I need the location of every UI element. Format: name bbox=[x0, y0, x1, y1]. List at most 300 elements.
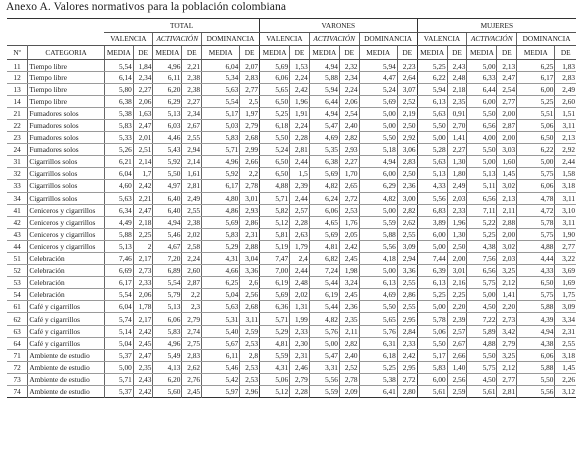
column-header-de: DE bbox=[397, 46, 417, 60]
table-row bbox=[7, 228, 576, 240]
cell-de: 2,00 bbox=[497, 132, 517, 144]
cell-media: 5,47 bbox=[309, 119, 339, 131]
row-category: Cigarrillos solos bbox=[28, 180, 104, 192]
cell-de: 2,00 bbox=[447, 253, 467, 265]
cell-media: 4,72 bbox=[517, 204, 555, 216]
cell-de: 2,49 bbox=[447, 180, 467, 192]
cell-de: 2,20 bbox=[447, 301, 467, 313]
row-category: Fumadores solos bbox=[28, 107, 104, 119]
cell-media: 5,13 bbox=[417, 168, 447, 180]
cell-media: 5,63 bbox=[417, 156, 447, 168]
cell-media: 6,13 bbox=[417, 277, 447, 289]
cell-media: 5,69 bbox=[202, 216, 240, 228]
cell-de: 2,31 bbox=[290, 349, 310, 361]
cell-de: 3,18 bbox=[555, 180, 576, 192]
cell-media: 6,11 bbox=[153, 71, 182, 83]
column-header-media: MEDIA bbox=[260, 46, 290, 60]
cell-de: 2,43 bbox=[133, 373, 153, 385]
cell-media: 5,92 bbox=[202, 168, 240, 180]
cell-de: 1,96 bbox=[447, 216, 467, 228]
cell-de: 2,31 bbox=[555, 325, 576, 337]
cell-de: 2,11 bbox=[339, 325, 359, 337]
row-category: Tiempo libre bbox=[28, 71, 104, 83]
cell-media: 5,42 bbox=[202, 373, 240, 385]
cell-media: 5,00 bbox=[417, 132, 447, 144]
cell-media: 5,00 bbox=[359, 119, 397, 131]
cell-media: 5,00 bbox=[359, 107, 397, 119]
cell-de: 2,83 bbox=[397, 156, 417, 168]
cell-de: 2,55 bbox=[555, 337, 576, 349]
cell-de: 2,55 bbox=[397, 277, 417, 289]
cell-de: 1,53 bbox=[290, 59, 310, 71]
table-row bbox=[7, 313, 576, 325]
cell-media: 6,50 bbox=[260, 95, 290, 107]
cell-de: 3,06 bbox=[397, 144, 417, 156]
cell-de: 2,48 bbox=[447, 71, 467, 83]
cell-media: 5,17 bbox=[417, 349, 447, 361]
cell-media: 5,88 bbox=[517, 361, 555, 373]
table-row bbox=[7, 349, 576, 361]
cell-de: 3,18 bbox=[555, 349, 576, 361]
row-number: 61 bbox=[7, 301, 28, 313]
cell-de: 2,54 bbox=[497, 83, 517, 95]
cell-media: 5,18 bbox=[359, 144, 397, 156]
cell-media: 5,69 bbox=[260, 289, 290, 301]
table-row bbox=[7, 192, 576, 204]
cell-media: 5,50 bbox=[359, 132, 397, 144]
cell-media: 7,44 bbox=[417, 253, 447, 265]
cell-media: 5,51 bbox=[517, 107, 555, 119]
cell-de: 2,20 bbox=[497, 301, 517, 313]
cell-media: 5,12 bbox=[260, 216, 290, 228]
cell-de: 2,11 bbox=[497, 204, 517, 216]
cell-de: 2,44 bbox=[290, 192, 310, 204]
cell-de: 2,50 bbox=[397, 168, 417, 180]
cell-media: 6,06 bbox=[260, 71, 290, 83]
row-number: 64 bbox=[7, 337, 28, 349]
row-category: Fumadores solos bbox=[28, 119, 104, 131]
cell-de: 2,40 bbox=[339, 119, 359, 131]
row-number: 63 bbox=[7, 325, 28, 337]
cell-de: 1,96 bbox=[290, 95, 310, 107]
cell-media: 5,24 bbox=[260, 144, 290, 156]
table-row bbox=[7, 216, 576, 228]
cell-media: 6,38 bbox=[309, 156, 339, 168]
cell-media: 4,94 bbox=[359, 156, 397, 168]
cell-de: 2,16 bbox=[447, 277, 467, 289]
cell-de: 2,65 bbox=[339, 180, 359, 192]
cell-de: 2,60 bbox=[182, 265, 202, 277]
cell-media: 5,71 bbox=[104, 373, 133, 385]
row-category: Ceniceros y cigarrillos bbox=[28, 204, 104, 216]
cell-de: 2,06 bbox=[339, 95, 359, 107]
cell-media: 5,13 bbox=[467, 168, 497, 180]
cell-media: 5,83 bbox=[153, 325, 182, 337]
cell-de: 1,97 bbox=[240, 107, 260, 119]
cell-media: 6,41 bbox=[359, 386, 397, 398]
cell-de: 2,33 bbox=[133, 277, 153, 289]
cell-media: 5,50 bbox=[467, 144, 497, 156]
cell-media: 6,03 bbox=[153, 119, 182, 131]
cell-media: 6,06 bbox=[517, 349, 555, 361]
cell-media: 5,33 bbox=[104, 132, 133, 144]
cell-de: 2,44 bbox=[290, 156, 310, 168]
cell-de: 2,45 bbox=[339, 289, 359, 301]
table-row bbox=[7, 361, 576, 373]
cell-de: 2,27 bbox=[339, 156, 359, 168]
cell-media: 5,47 bbox=[309, 349, 339, 361]
cell-de: 2,59 bbox=[240, 325, 260, 337]
cell-de: 1,76 bbox=[339, 216, 359, 228]
cell-de: 3,02 bbox=[497, 240, 517, 252]
cell-de: 1,5 bbox=[290, 168, 310, 180]
cell-media: 5,74 bbox=[104, 313, 133, 325]
cell-media: 5,63 bbox=[202, 301, 240, 313]
cell-de: 1,99 bbox=[290, 313, 310, 325]
row-category: Fumadores solos bbox=[28, 132, 104, 144]
cell-media: 5,00 bbox=[467, 156, 497, 168]
cell-de: 2,28 bbox=[290, 132, 310, 144]
table-row bbox=[7, 71, 576, 83]
cell-media: 6,56 bbox=[467, 265, 497, 277]
table-row bbox=[7, 83, 576, 95]
cell-media: 6,44 bbox=[309, 95, 339, 107]
row-category: Ambiente de estudio bbox=[28, 386, 104, 398]
cell-de: 2,55 bbox=[397, 228, 417, 240]
row-category: Tiempo libre bbox=[28, 59, 104, 71]
cell-media: 4,31 bbox=[202, 253, 240, 265]
table-row bbox=[7, 119, 576, 131]
row-category: Ambiente de estudio bbox=[28, 349, 104, 361]
cell-media: 5,50 bbox=[467, 349, 497, 361]
row-number: 21 bbox=[7, 107, 28, 119]
table-row bbox=[7, 386, 576, 398]
cell-de: 2,4 bbox=[290, 253, 310, 265]
cell-de: 2,17 bbox=[133, 313, 153, 325]
cell-de: 2,77 bbox=[497, 373, 517, 385]
cell-media: 4,94 bbox=[517, 325, 555, 337]
cell-de: 2,79 bbox=[182, 313, 202, 325]
cell-de: 1,69 bbox=[555, 277, 576, 289]
cell-media: 5,13 bbox=[153, 107, 182, 119]
cell-media: 7,47 bbox=[260, 253, 290, 265]
cell-media: 4,00 bbox=[467, 132, 497, 144]
column-header-de: DE bbox=[339, 46, 359, 60]
cell-media: 5,61 bbox=[467, 386, 497, 398]
row-number: 11 bbox=[7, 59, 28, 71]
cell-media: 5,54 bbox=[202, 95, 240, 107]
cell-media: 5,00 bbox=[359, 265, 397, 277]
cell-de: 3,36 bbox=[240, 265, 260, 277]
cell-de: 2,47 bbox=[133, 349, 153, 361]
column-header-media: MEDIA bbox=[202, 46, 240, 60]
cell-media: 3,89 bbox=[417, 216, 447, 228]
cell-de: 2,23 bbox=[397, 59, 417, 71]
cell-media: 5,00 bbox=[417, 301, 447, 313]
cell-de: 3,11 bbox=[555, 119, 576, 131]
cell-de: 1,63 bbox=[133, 107, 153, 119]
cell-de: 2,95 bbox=[397, 313, 417, 325]
cell-de: 3,07 bbox=[397, 83, 417, 95]
cell-de: 2 bbox=[133, 240, 153, 252]
cell-de: 2,35 bbox=[447, 95, 467, 107]
table-row bbox=[7, 144, 576, 156]
cell-media: 5,71 bbox=[260, 313, 290, 325]
column-header-de: DE bbox=[133, 46, 153, 60]
cell-de: 2,27 bbox=[133, 83, 153, 95]
cell-de: 3,09 bbox=[397, 240, 417, 252]
column-header-media: MEDIA bbox=[467, 46, 497, 60]
cell-de: 2,38 bbox=[182, 71, 202, 83]
cell-media: 5,25 bbox=[359, 361, 397, 373]
cell-media: 5,94 bbox=[359, 59, 397, 71]
cell-de: 2,66 bbox=[240, 156, 260, 168]
cell-media: 6,69 bbox=[104, 265, 133, 277]
cell-media: 4,96 bbox=[153, 337, 182, 349]
cell-de: 3,34 bbox=[555, 313, 576, 325]
column-header-media: MEDIA bbox=[417, 46, 447, 60]
cell-de: 2,44 bbox=[290, 265, 310, 277]
cell-media: 5,12 bbox=[260, 386, 290, 398]
cell-de: 2,77 bbox=[555, 240, 576, 252]
cell-de: 2,81 bbox=[497, 386, 517, 398]
cell-de: 2,35 bbox=[133, 361, 153, 373]
cell-de: 3,00 bbox=[397, 192, 417, 204]
cell-media: 5,19 bbox=[260, 240, 290, 252]
cell-media: 5,31 bbox=[202, 313, 240, 325]
cell-media: 5,22 bbox=[467, 216, 497, 228]
cell-media: 5,50 bbox=[359, 301, 397, 313]
cell-media: 6,21 bbox=[104, 156, 133, 168]
cell-media: 5,43 bbox=[153, 144, 182, 156]
cell-de: 2,34 bbox=[133, 71, 153, 83]
cell-media: 4,94 bbox=[309, 107, 339, 119]
column-header-number: Nº bbox=[7, 46, 28, 60]
column-header-de: DE bbox=[290, 46, 310, 60]
cell-media: 5,13 bbox=[153, 301, 182, 313]
cell-media: 5,40 bbox=[202, 325, 240, 337]
cell-media: 4,94 bbox=[153, 216, 182, 228]
row-category: Ambiente de estudio bbox=[28, 373, 104, 385]
cell-media: 6,40 bbox=[153, 192, 182, 204]
cell-media: 6,00 bbox=[467, 95, 497, 107]
table-row bbox=[7, 180, 576, 192]
cell-media: 4,82 bbox=[359, 192, 397, 204]
cell-de: 2,92 bbox=[555, 144, 576, 156]
row-number: 14 bbox=[7, 95, 28, 107]
cell-media: 5,76 bbox=[359, 325, 397, 337]
row-number: 74 bbox=[7, 386, 28, 398]
cell-de: 2,72 bbox=[339, 192, 359, 204]
cell-media: 6,50 bbox=[260, 156, 290, 168]
cell-de: 1,51 bbox=[555, 107, 576, 119]
table-row bbox=[7, 59, 576, 71]
subgroup-activacion: ACTIVACIÓN bbox=[467, 32, 517, 46]
table-row bbox=[7, 277, 576, 289]
cell-media: 4,81 bbox=[309, 240, 339, 252]
group-varones: VARONES bbox=[260, 19, 418, 33]
cell-media: 7,46 bbox=[104, 253, 133, 265]
cell-de: 2,62 bbox=[397, 216, 417, 228]
cell-media: 5,61 bbox=[417, 386, 447, 398]
table-row bbox=[7, 373, 576, 385]
cell-media: 5,25 bbox=[467, 228, 497, 240]
cell-media: 5,63 bbox=[417, 107, 447, 119]
cell-de: 3,69 bbox=[555, 265, 576, 277]
cell-media: 5,25 bbox=[417, 289, 447, 301]
cell-media: 7,22 bbox=[467, 313, 497, 325]
cell-media: 5,46 bbox=[153, 228, 182, 240]
cell-media: 5,50 bbox=[517, 373, 555, 385]
cell-media: 4,82 bbox=[309, 180, 339, 192]
row-category: Celebración bbox=[28, 277, 104, 289]
cell-media: 4,88 bbox=[467, 337, 497, 349]
cell-media: 5,50 bbox=[153, 168, 182, 180]
cell-de: 1,7 bbox=[133, 168, 153, 180]
cell-media: 5,71 bbox=[202, 144, 240, 156]
cell-de: 2,94 bbox=[182, 144, 202, 156]
cell-de: 2,5 bbox=[240, 95, 260, 107]
cell-de: 2,88 bbox=[240, 240, 260, 252]
cell-media: 4,49 bbox=[104, 216, 133, 228]
cell-de: 2,53 bbox=[339, 204, 359, 216]
cell-media: 4,94 bbox=[309, 59, 339, 71]
cell-media: 6,33 bbox=[467, 71, 497, 83]
cell-de: 2,58 bbox=[182, 240, 202, 252]
cell-media: 5,28 bbox=[417, 144, 447, 156]
row-category: Ceniceros y cigarrillos bbox=[28, 240, 104, 252]
cell-de: 2,68 bbox=[240, 301, 260, 313]
cell-media: 5,88 bbox=[517, 301, 555, 313]
cell-de: 3,36 bbox=[397, 265, 417, 277]
cell-de: 2,56 bbox=[240, 289, 260, 301]
cell-de: 2,14 bbox=[133, 156, 153, 168]
cell-media: 6,14 bbox=[104, 71, 133, 83]
cell-media: 6,56 bbox=[467, 119, 497, 131]
cell-media: 4,60 bbox=[104, 180, 133, 192]
cell-media: 5,81 bbox=[260, 228, 290, 240]
cell-de: 2,47 bbox=[133, 119, 153, 131]
table-row bbox=[7, 132, 576, 144]
cell-de: 2,77 bbox=[497, 95, 517, 107]
row-number: 44 bbox=[7, 240, 28, 252]
cell-media: 5,00 bbox=[309, 337, 339, 349]
table-row bbox=[7, 337, 576, 349]
cell-de: 2,56 bbox=[447, 373, 467, 385]
cell-media: 5,03 bbox=[202, 119, 240, 131]
cell-media: 4,46 bbox=[153, 132, 182, 144]
cell-media: 7,56 bbox=[467, 253, 497, 265]
cell-de: 2,82 bbox=[397, 204, 417, 216]
cell-media: 4,96 bbox=[153, 59, 182, 71]
cell-media: 5,59 bbox=[309, 386, 339, 398]
row-category: Cigarrillos solos bbox=[28, 156, 104, 168]
table-row bbox=[7, 95, 576, 107]
cell-de: 1,45 bbox=[497, 168, 517, 180]
cell-de: 2,55 bbox=[182, 204, 202, 216]
cell-media: 5,59 bbox=[359, 216, 397, 228]
row-category: Celebración bbox=[28, 289, 104, 301]
cell-de: 3,24 bbox=[339, 277, 359, 289]
row-category: Tiempo libre bbox=[28, 83, 104, 95]
cell-media: 6,22 bbox=[517, 144, 555, 156]
cell-media: 5,92 bbox=[153, 156, 182, 168]
cell-de: 2,13 bbox=[497, 192, 517, 204]
cell-media: 6,13 bbox=[417, 95, 447, 107]
cell-de: 2,00 bbox=[497, 107, 517, 119]
cell-de: 2,44 bbox=[555, 156, 576, 168]
cell-de: 2,73 bbox=[133, 265, 153, 277]
cell-de: 2,99 bbox=[240, 144, 260, 156]
cell-de: 2,14 bbox=[182, 156, 202, 168]
cell-media: 5,56 bbox=[417, 192, 447, 204]
cell-media: 6,31 bbox=[359, 337, 397, 349]
row-number: 51 bbox=[7, 253, 28, 265]
cell-media: 4,38 bbox=[517, 337, 555, 349]
column-header-media: MEDIA bbox=[309, 46, 339, 60]
cell-de: 2,25 bbox=[447, 289, 467, 301]
row-category: Tiempo libre bbox=[28, 95, 104, 107]
cell-media: 4,18 bbox=[359, 253, 397, 265]
cell-de: 2,19 bbox=[397, 107, 417, 119]
column-header-de: DE bbox=[555, 46, 576, 60]
cell-de: 2,53 bbox=[240, 361, 260, 373]
cell-de: 2,06 bbox=[133, 95, 153, 107]
cell-media: 5,29 bbox=[260, 325, 290, 337]
cell-de: 2,53 bbox=[240, 337, 260, 349]
cell-media: 6,24 bbox=[309, 192, 339, 204]
cell-media: 5,63 bbox=[104, 192, 133, 204]
row-number: 71 bbox=[7, 349, 28, 361]
cell-media: 6,56 bbox=[467, 192, 497, 204]
row-category: Café y cigarrillos bbox=[28, 301, 104, 313]
cell-media: 5,00 bbox=[517, 156, 555, 168]
row-number: 32 bbox=[7, 168, 28, 180]
cell-media: 5,00 bbox=[417, 240, 447, 252]
row-number: 34 bbox=[7, 192, 28, 204]
cell-de: 3,01 bbox=[447, 265, 467, 277]
cell-media: 5,83 bbox=[417, 361, 447, 373]
cell-media: 6,44 bbox=[467, 83, 497, 95]
cell-de: 2,13 bbox=[497, 59, 517, 71]
cell-media: 4,33 bbox=[417, 180, 447, 192]
table-row bbox=[7, 301, 576, 313]
cell-de: 1,40 bbox=[447, 361, 467, 373]
cell-de: 2,39 bbox=[447, 313, 467, 325]
normative-values-table bbox=[7, 18, 576, 398]
cell-media: 5,56 bbox=[359, 240, 397, 252]
cell-de: 2,12 bbox=[497, 277, 517, 289]
cell-de: 2,64 bbox=[397, 71, 417, 83]
cell-de: 2,34 bbox=[182, 107, 202, 119]
cell-de: 1,31 bbox=[290, 301, 310, 313]
cell-media: 5,50 bbox=[417, 119, 447, 131]
cell-de: 2,48 bbox=[290, 277, 310, 289]
cell-de: 2,79 bbox=[497, 337, 517, 349]
cell-de: 2,70 bbox=[447, 119, 467, 131]
column-header-media: MEDIA bbox=[359, 46, 397, 60]
cell-de: 2,43 bbox=[447, 59, 467, 71]
cell-media: 5,46 bbox=[202, 361, 240, 373]
cell-de: 2,54 bbox=[339, 107, 359, 119]
column-header-media: MEDIA bbox=[517, 46, 555, 60]
cell-media: 5,54 bbox=[153, 277, 182, 289]
cell-de: 2,45 bbox=[339, 253, 359, 265]
cell-media: 4,80 bbox=[202, 192, 240, 204]
cell-media: 4,67 bbox=[153, 240, 182, 252]
row-number: 13 bbox=[7, 83, 28, 95]
cell-de: 2,77 bbox=[240, 83, 260, 95]
